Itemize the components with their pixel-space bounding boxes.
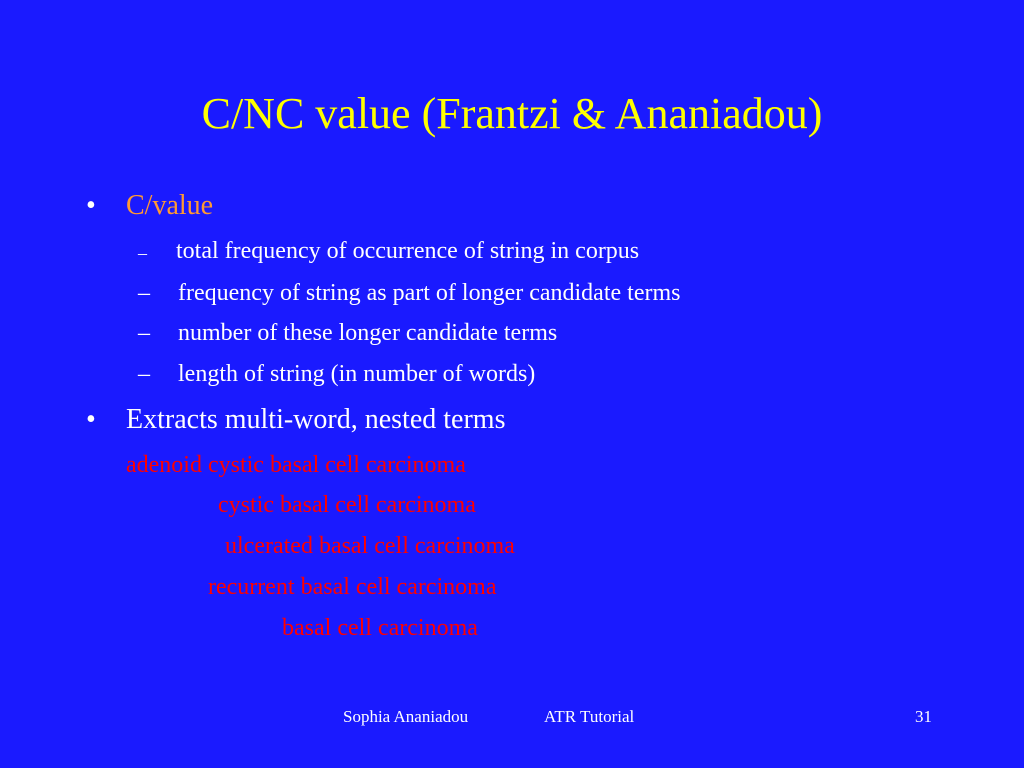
slide-title: C/NC value (Frantzi & Ananiadou) bbox=[201, 89, 823, 138]
sub-item-text: total frequency of occurrence of string in corpus bbox=[176, 238, 640, 264]
bullet-marker: • bbox=[86, 190, 96, 221]
example-term: recurrent basal cell carcinoma bbox=[208, 574, 497, 600]
sub-item-marker: – bbox=[138, 320, 150, 346]
footer-author: Sophia Ananiadou bbox=[343, 707, 469, 726]
bullet-text: C/value bbox=[126, 190, 214, 221]
example-term: basal cell carcinoma bbox=[282, 615, 478, 641]
example-term: cystic basal cell carcinoma bbox=[218, 492, 476, 518]
footer-page-number: 31 bbox=[915, 707, 932, 726]
sub-item-marker: – bbox=[138, 280, 150, 306]
sub-item-marker: – bbox=[138, 361, 150, 387]
sub-item-text: length of string (in number of words) bbox=[178, 361, 536, 387]
bullet-marker: • bbox=[86, 404, 96, 435]
sub-item-marker: – bbox=[138, 243, 147, 263]
example-term: adenoid cystic basal cell carcinoma bbox=[126, 452, 466, 478]
sub-item-text: frequency of string as part of longer candidate terms bbox=[178, 280, 681, 306]
footer-tutorial: ATR Tutorial bbox=[544, 707, 635, 726]
bullet-text: Extracts multi-word, nested terms bbox=[126, 404, 506, 435]
sub-item-text: number of these longer candidate terms bbox=[178, 320, 558, 346]
example-term: ulcerated basal cell carcinoma bbox=[225, 533, 515, 559]
